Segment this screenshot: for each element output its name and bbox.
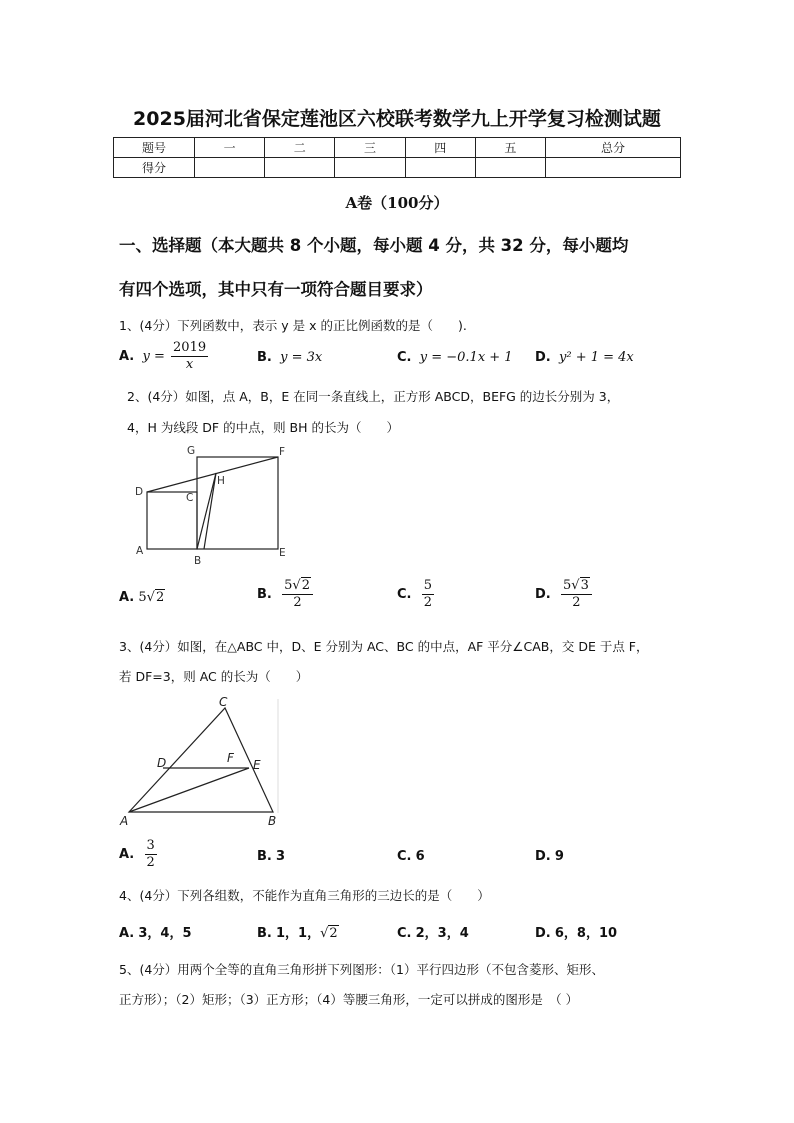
question-2-stem-line2: 4，H 为线段 DF 的中点，则 BH 的长为（ ） — [127, 420, 400, 435]
segment-af — [129, 768, 249, 812]
question-2-option-c: C. $\frac{5}{2}$ — [397, 578, 433, 610]
label-d: D — [157, 756, 167, 770]
score-cell: 得分 — [114, 158, 195, 178]
fraction: $\frac{5√3}{2}$ — [561, 578, 592, 611]
question-2-stem-line1: 2、(4分）如图，点 A，B，E 在同一条直线上，正方形 ABCD，BEFG 的边长分别为 3， — [127, 389, 620, 404]
question-3-option-b: B. 3 — [257, 849, 286, 864]
section-heading-line1: 一、选择题（本大题共 8 个小题，每小题 4 分，共 32 分，每小题均 — [119, 236, 629, 255]
question-3-option-c: C. 6 — [397, 849, 425, 864]
question-3-stem-line1: 3、(4分）如图，在△ABC 中，D、E 分别为 AC、BC 的中点，AF 平分∠CAB，交 DE 于点 F， — [119, 639, 649, 654]
label-a: A — [120, 814, 129, 828]
label-e: E — [253, 758, 261, 772]
label-f: F — [279, 446, 286, 458]
page-title: 2025届河北省保定莲池区六校联考数学九上开学复习检测试题 — [133, 108, 661, 130]
label-c: C — [186, 492, 194, 504]
score-input-cell — [405, 158, 475, 178]
score-table — [113, 137, 681, 178]
fraction: $\frac{2019}{x}$ — [173, 340, 207, 372]
score-cell: 一 — [195, 138, 265, 158]
score-cell: 三 — [335, 138, 405, 158]
section-heading-line2: 有四个选项，其中只有一项符合题目要求） — [119, 280, 433, 299]
label-e: E — [279, 547, 286, 559]
question-4-stem: 4、(4分）下列各组数，不能作为直角三角形的三边长的是（ ） — [119, 888, 490, 903]
question-2-option-a: A. 5√2 — [119, 590, 165, 605]
question-4-option-c: C. 2，3，4 — [397, 926, 469, 941]
segment-bh — [197, 473, 216, 549]
score-cell: 题号 — [114, 138, 195, 158]
segment-bh-shadow — [204, 473, 216, 549]
score-cell: 五 — [475, 138, 545, 158]
label-a: A — [136, 545, 144, 557]
fraction: $\frac{3}{2}$ — [146, 838, 155, 870]
question-1-stem: 1、(4分）下列函数中，表示 y 是 x 的正比例函数的是（ ). — [119, 318, 467, 333]
question-4-option-d: D. 6，8，10 — [535, 926, 618, 941]
question-4-option-b: B. 1，1，√2 — [257, 926, 338, 941]
question-3-option-a: A. $\frac{3}{2}$ — [119, 838, 155, 870]
question-1-option-a: A. y = $\frac{2019}{x}$ — [119, 340, 207, 372]
question-5-stem-line1: 5、(4分）用两个全等的直角三角形拼下列图形：（1）平行四边形（不包含菱形、矩形、 — [119, 962, 604, 977]
question-3-stem-line2: 若 DF=3，则 AC 的长为（ ） — [119, 669, 309, 684]
question-5-stem-line2: 正方形）；（2）矩形；（3）正方形；（4）等腰三角形，一定可以拼成的图形是 （ ） — [119, 992, 579, 1007]
score-input-cell — [265, 158, 335, 178]
label-b: B — [194, 555, 202, 567]
score-cell: 总分 — [546, 138, 681, 158]
label-f: F — [227, 751, 234, 765]
square-befg — [197, 457, 278, 549]
fraction: $\frac{5}{2}$ — [423, 578, 433, 610]
score-cell: 二 — [265, 138, 335, 158]
question-2-option-d: D. $\frac{5√3}{2}$ — [535, 578, 594, 611]
score-input-cell — [195, 158, 265, 178]
score-table-header-row — [114, 138, 681, 158]
label-h: H — [217, 475, 225, 487]
question-3-option-d: D. 9 — [535, 849, 564, 864]
score-input-cell — [335, 158, 405, 178]
question-4-option-a: A. 3，4，5 — [119, 926, 192, 941]
score-table-score-row — [114, 158, 681, 178]
triangle-abc — [129, 708, 273, 812]
label-c: C — [219, 695, 228, 709]
question-3-figure — [115, 695, 290, 830]
volume-heading: A卷（100分） — [345, 194, 449, 212]
score-cell: 四 — [405, 138, 475, 158]
question-1-option-c: C. y = −0.1x + 1 — [397, 350, 513, 365]
score-input-cell — [475, 158, 545, 178]
label-d: D — [135, 486, 144, 498]
label-g: G — [187, 445, 196, 457]
question-1-option-b: B. y = 3x — [257, 350, 323, 365]
fraction: $\frac{5√2}{2}$ — [282, 578, 313, 611]
label-b: B — [268, 814, 277, 828]
question-2-option-b: B. $\frac{5√2}{2}$ — [257, 578, 315, 611]
question-1-option-d: D. y² + 1 = 4x — [535, 350, 634, 365]
score-input-cell — [546, 158, 681, 178]
question-2-figure — [130, 442, 300, 570]
